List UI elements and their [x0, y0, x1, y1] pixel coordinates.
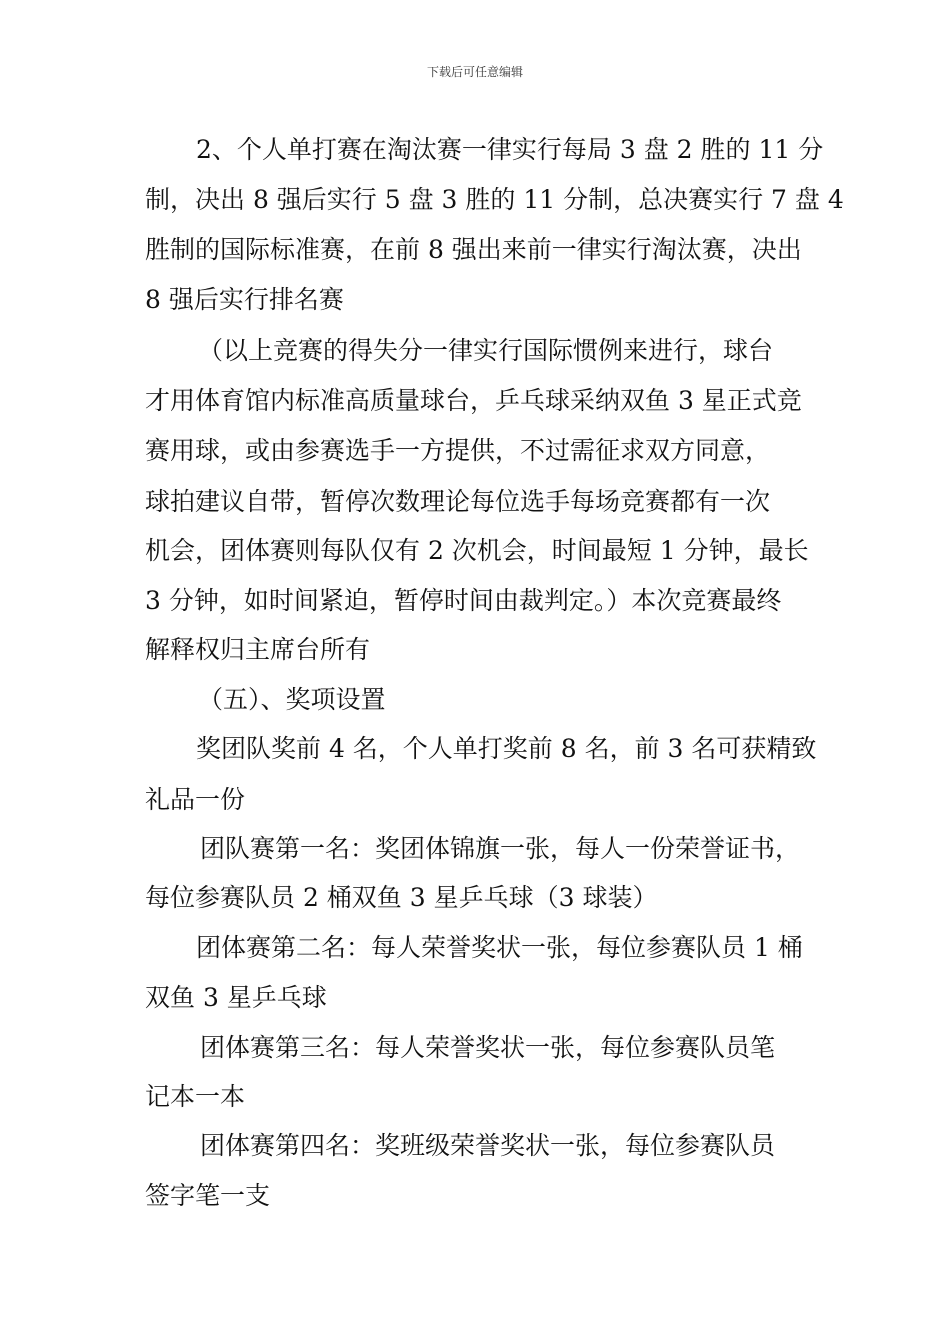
- paragraph-line: 礼品一份: [145, 785, 246, 814]
- paragraph-line: 球拍建议自带，暂停次数理论每位选手每场竞赛都有一次: [145, 487, 771, 516]
- paragraph-line: 奖团队奖前 4 名，个人单打奖前 8 名，前 3 名可获精致: [196, 734, 817, 763]
- paragraph-line: 制，决出 8 强后实行 5 盘 3 胜的 11 分制，总决赛实行 7 盘 4: [145, 185, 844, 214]
- paragraph-line: 机会，团体赛则每队仅有 2 次机会，时间最短 1 分钟，最长: [145, 536, 809, 565]
- paragraph-line: 记本一本: [145, 1082, 246, 1111]
- paragraph-line: 胜制的国际标准赛，在前 8 强出来前一律实行淘汰赛，决出: [145, 235, 802, 264]
- paragraph-line: 赛用球，或由参赛选手一方提供，不过需征求双方同意，: [145, 436, 771, 465]
- section-heading: （五）、奖项设置: [198, 685, 386, 714]
- paragraph-line: 每位参赛队员 2 桶双鱼 3 星乒乓球（3 球装）: [145, 883, 658, 912]
- paragraph-line: 2、个人单打赛在淘汰赛一律实行每局 3 盘 2 胜的 11 分: [196, 135, 824, 164]
- page-header: 下载后可任意编辑: [426, 65, 523, 79]
- paragraph-line: 双鱼 3 星乒乓球: [145, 983, 327, 1012]
- paragraph-line: 解释权归主席台所有: [145, 635, 371, 664]
- paragraph-line: 团体赛第三名：每人荣誉奖状一张，每位参赛队员笔: [200, 1033, 776, 1062]
- paragraph-line: 团队赛第一名：奖团体锦旗一张，每人一份荣誉证书，: [200, 834, 801, 863]
- paragraph-line: （以上竞赛的得失分一律实行国际惯例来进行，球台: [198, 336, 774, 365]
- paragraph-line: 3 分钟，如时间紧迫，暂停时间由裁判定。）本次竞赛最终: [145, 586, 782, 615]
- paragraph-line: 8 强后实行排名赛: [145, 285, 344, 314]
- paragraph-line: 签字笔一支: [145, 1181, 271, 1210]
- paragraph-line: 团体赛第四名：奖班级荣誉奖状一张，每位参赛队员: [200, 1131, 776, 1160]
- paragraph-line: 团体赛第二名：每人荣誉奖状一张，每位参赛队员 1 桶: [196, 933, 803, 962]
- paragraph-line: 才用体育馆内标准高质量球台，乒乓球采纳双鱼 3 星正式竞: [145, 386, 802, 415]
